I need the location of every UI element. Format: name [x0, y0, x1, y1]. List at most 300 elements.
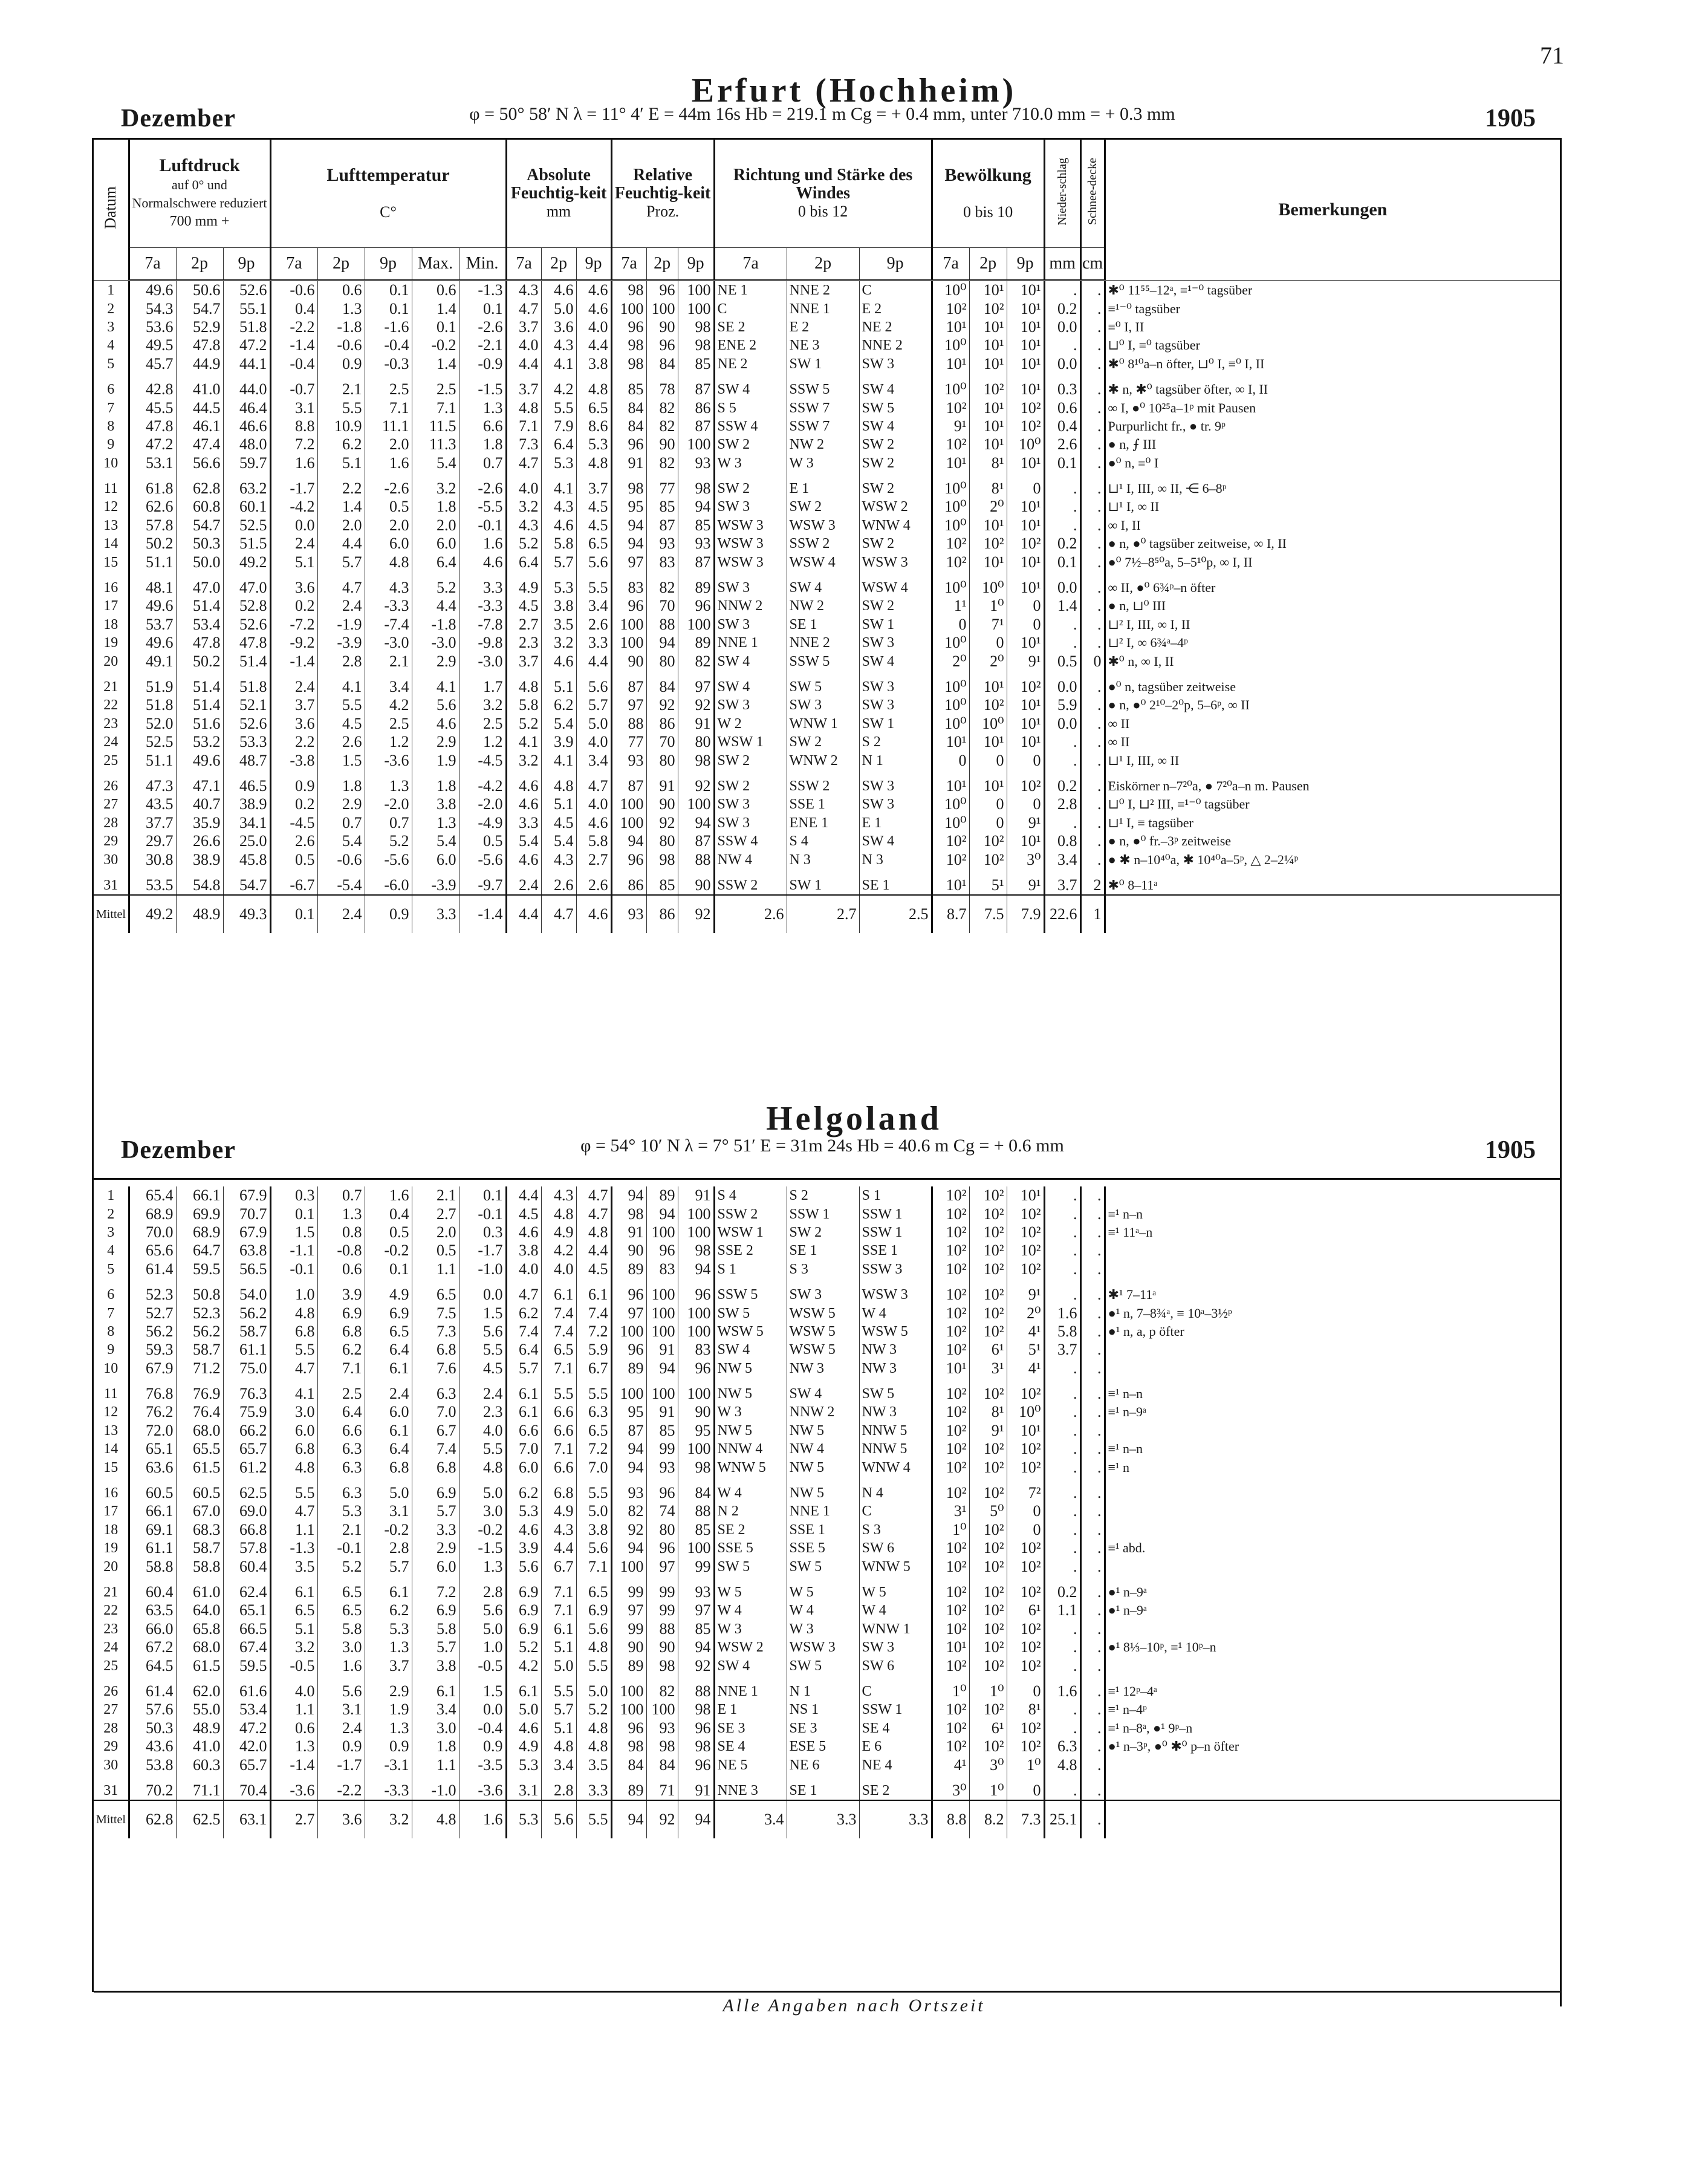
table-cell: -3.5 — [459, 1756, 506, 1774]
table-cell: ≡¹⁻⁰ tagsüber — [1108, 301, 1180, 316]
table-cell: 1.9 — [412, 751, 459, 769]
table-cell: 100 — [646, 1385, 678, 1403]
table-cell: 1⁰ — [969, 1682, 1007, 1700]
table-cell: 3.7 — [1044, 1341, 1080, 1359]
table-cell: ∞ II — [1108, 734, 1130, 750]
table-cell: 6.4 — [365, 1440, 412, 1458]
table-cell: 6.7 — [412, 1422, 459, 1440]
table-cell: 6.4 — [317, 1403, 365, 1421]
table-cell: 10² — [969, 1620, 1007, 1638]
table-cell: SSW 2 — [714, 1205, 787, 1223]
col-wind: Richtung und Stärke des Windes 0 bis 12 — [714, 140, 932, 248]
table-cell: 94 — [611, 1440, 646, 1458]
table-cell: 68.3 — [176, 1521, 223, 1539]
table-cell: 90 — [646, 435, 678, 454]
table-cell: ●¹ n–9ᵃ — [1108, 1603, 1147, 1618]
table-cell: -1.7 — [459, 1241, 506, 1260]
table-cell: -4.2 — [270, 498, 317, 516]
table-cell: 5.3 — [506, 1502, 541, 1520]
table-cell: 51.6 — [176, 715, 223, 733]
table-cell: 7.5 — [412, 1304, 459, 1322]
table-cell: 7.1 — [317, 1359, 365, 1378]
table-cell: -3.8 — [270, 751, 317, 769]
table-cell: NE 1 — [714, 281, 787, 299]
table-cell: 96 — [678, 1359, 714, 1378]
table-cell: 7.2 — [270, 435, 317, 454]
group-gap — [94, 571, 1560, 579]
table-cell: 44.1 — [223, 355, 270, 373]
table-cell: 0.3 — [459, 1223, 506, 1241]
table-cell: 98 — [611, 480, 646, 498]
table-cell: 6.9 — [365, 1304, 412, 1322]
table-row — [94, 1205, 1560, 1223]
table-cell: -3.9 — [412, 876, 459, 895]
table-cell: 64.5 — [129, 1656, 176, 1674]
table-row — [94, 1341, 1560, 1359]
table-cell: 56.2 — [129, 1323, 176, 1341]
table-cell — [1105, 895, 1560, 933]
table-cell: 5.7 — [317, 553, 365, 571]
table-cell: 5.7 — [541, 553, 576, 571]
table-cell: WSW 3 — [859, 553, 932, 571]
table-cell: 94 — [678, 1260, 714, 1278]
table-cell: 48.9 — [176, 895, 223, 933]
table-cell: 89 — [611, 1656, 646, 1674]
station-title-helgoland: Helgoland — [766, 1100, 942, 1137]
table-cell: 0.4 — [270, 299, 317, 317]
table-cell: 94 — [611, 1186, 646, 1205]
table-cell: WSW 3 — [787, 516, 859, 535]
subheader-cell: 2p — [969, 248, 1007, 281]
table-row — [94, 777, 1560, 795]
table-cell: 0 — [932, 751, 969, 769]
table-cell: 4.6 — [506, 795, 541, 813]
table-cell: 47.8 — [223, 634, 270, 652]
table-cell: 3⁰ — [969, 1756, 1007, 1774]
table-cell: 2.1 — [317, 380, 365, 399]
table-cell: 54.7 — [223, 876, 270, 895]
col-niederschlag: Nieder-schlag — [1044, 140, 1080, 248]
table-cell: SW 4 — [714, 652, 787, 670]
table-cell: -3.3 — [365, 1782, 412, 1800]
table-cell: 4.8 — [270, 1304, 317, 1322]
table-cell: . — [1080, 1403, 1105, 1421]
table-cell: 59.5 — [176, 1260, 223, 1278]
table-cell: 10² — [932, 1458, 969, 1476]
table-cell: ●⁰ n, tagsüber zeitweise — [1108, 679, 1236, 694]
table-cell: 77 — [646, 480, 678, 498]
table-cell: 1⁰ — [969, 1782, 1007, 1800]
table-row — [94, 1260, 1560, 1278]
table-cell: 4.3 — [541, 1521, 576, 1539]
table-cell: 89 — [678, 579, 714, 597]
table-cell: 90 — [678, 876, 714, 895]
table-cell: 100 — [611, 634, 646, 652]
table-cell: SE 2 — [714, 1521, 787, 1539]
table-row — [94, 1484, 1560, 1502]
table-cell: 7.3 — [412, 1323, 459, 1341]
table-cell: 10² — [969, 1484, 1007, 1502]
table-cell: 0.5 — [1044, 652, 1080, 670]
table-cell: 6.5 — [541, 1341, 576, 1359]
table-cell: 96 — [678, 1756, 714, 1774]
table-cell: 1.5 — [459, 1304, 506, 1322]
table-cell: 49.6 — [129, 281, 176, 299]
table-cell: -2.1 — [459, 336, 506, 354]
table-cell: 35.9 — [176, 814, 223, 832]
table-cell: 1.2 — [459, 733, 506, 751]
table-cell: 93 — [611, 751, 646, 769]
table-row — [94, 1458, 1560, 1476]
table-cell: 56.5 — [223, 1260, 270, 1278]
table-cell: 6.9 — [506, 1620, 541, 1638]
table-cell: NE 2 — [859, 318, 932, 336]
table-cell: 4.8 — [1044, 1756, 1080, 1774]
table-cell: 10¹ — [932, 777, 969, 795]
table-cell: NW 5 — [787, 1484, 859, 1502]
table-cell: ⊔⁰ I, ⊔² III, ≡¹⁻⁰ tagsüber — [1108, 796, 1250, 812]
table-cell: 89 — [678, 634, 714, 652]
table-cell: 10⁰ — [932, 715, 969, 733]
table-cell: SW 1 — [859, 616, 932, 634]
table-cell: 10² — [932, 1656, 969, 1674]
table-cell: . — [1080, 850, 1105, 868]
table-cell: 3.0 — [459, 1502, 506, 1520]
table-cell: 4.9 — [541, 1502, 576, 1520]
table-cell: 3.8 — [576, 1521, 611, 1539]
table-cell: 65.5 — [176, 1440, 223, 1458]
table-cell: E 6 — [859, 1737, 932, 1756]
table-cell: -0.2 — [365, 1521, 412, 1539]
table-cell: NW 3 — [859, 1403, 932, 1421]
table-cell: SW 3 — [787, 1286, 859, 1304]
table-cell: 47.8 — [176, 336, 223, 354]
table-cell: ⊔⁰ I, ≡⁰ tagsüber — [1108, 337, 1200, 353]
table-cell: 99 — [678, 1557, 714, 1575]
table-cell: 2.0 — [412, 516, 459, 535]
table-cell: 10⁰ — [969, 579, 1007, 597]
table-cell: -0.3 — [365, 355, 412, 373]
table-row — [94, 1557, 1560, 1575]
table-cell: 6.1 — [412, 1682, 459, 1700]
table-cell: -1.6 — [365, 318, 412, 336]
table-cell: 0.9 — [365, 1737, 412, 1756]
table-cell: 5.0 — [576, 1682, 611, 1700]
table-cell: 3.2 — [270, 1638, 317, 1656]
table-cell: 66.2 — [223, 1422, 270, 1440]
table-cell: 93 — [611, 1484, 646, 1502]
table-cell: 86 — [678, 399, 714, 417]
table-cell: ⊔¹ I, ≡ tagsüber — [1108, 815, 1193, 830]
table-cell: 52.6 — [223, 715, 270, 733]
table-cell: SW 3 — [787, 696, 859, 714]
table-cell: -4.2 — [459, 777, 506, 795]
table-cell: 4.8 — [506, 678, 541, 696]
table-cell: 84 — [678, 1484, 714, 1502]
table-cell: 5.0 — [506, 1700, 541, 1719]
table-cell: WSW 5 — [787, 1341, 859, 1359]
table-cell: 98 — [678, 751, 714, 769]
table-cell: 100 — [611, 795, 646, 813]
table-cell: NE 6 — [787, 1756, 859, 1774]
table-cell: 0.1 — [365, 281, 412, 299]
table-cell: 100 — [678, 1304, 714, 1322]
table-cell: 7.1 — [506, 417, 541, 435]
table-cell: 4.8 — [365, 553, 412, 571]
table-cell: ●¹ 8⅓–10ᵖ, ≡¹ 10ᵖ–n — [1108, 1639, 1216, 1655]
table-cell: S 4 — [787, 832, 859, 850]
table-row — [94, 1737, 1560, 1756]
table-cell: . — [1044, 336, 1080, 354]
table-cell: 10² — [932, 1403, 969, 1421]
table-cell: ●⁰ 7½–8⁵⁰a, 5–5¹⁰p, ∞ I, II — [1108, 554, 1253, 570]
table-cell: 62.8 — [129, 1800, 176, 1838]
table-cell: SW 4 — [714, 678, 787, 696]
table-cell: 91 — [678, 1782, 714, 1800]
table-cell: 4.2 — [541, 380, 576, 399]
table-cell: 80 — [646, 652, 678, 670]
table-cell: 100 — [611, 1385, 646, 1403]
table-cell: -2.0 — [459, 795, 506, 813]
table-cell: 10² — [932, 1422, 969, 1440]
table-cell: 1.4 — [1044, 597, 1080, 615]
table-cell: 0.6 — [412, 281, 459, 299]
table-cell: 4.3 — [541, 336, 576, 354]
table-cell: 10² — [1007, 399, 1044, 417]
table-cell: SSW 5 — [714, 1286, 787, 1304]
table-cell: 44.0 — [223, 380, 270, 399]
table-cell: 96 — [646, 336, 678, 354]
table-cell: 28 — [94, 1719, 129, 1737]
table-cell: SSE 1 — [787, 1521, 859, 1539]
table-cell: 6.8 — [412, 1458, 459, 1476]
table-cell: 4.1 — [541, 480, 576, 498]
table-cell: 1.6 — [459, 535, 506, 553]
table-cell: 49.6 — [129, 597, 176, 615]
table-cell: SW 2 — [787, 1223, 859, 1241]
table-cell: 51.8 — [129, 696, 176, 714]
table-cell: 49.2 — [223, 553, 270, 571]
table-cell: . — [1080, 516, 1105, 535]
table-cell: 80 — [646, 751, 678, 769]
table-cell: 1.1 — [1044, 1601, 1080, 1619]
table-cell: 4.8 — [576, 454, 611, 472]
table-cell: 0.8 — [1044, 832, 1080, 850]
table-cell: 10² — [969, 1323, 1007, 1341]
table-cell: 4.3 — [541, 850, 576, 868]
table-cell: 6.8 — [317, 1323, 365, 1341]
table-cell: . — [1080, 1583, 1105, 1601]
table-cell: 3.4 — [576, 597, 611, 615]
table-cell: 7 — [94, 399, 129, 417]
table-cell: 0.0 — [459, 1700, 506, 1719]
table-cell: -1.4 — [459, 895, 506, 933]
table-cell: 87 — [646, 516, 678, 535]
table-cell — [1105, 1557, 1560, 1575]
table-cell: . — [1080, 634, 1105, 652]
table-cell: -0.4 — [459, 1719, 506, 1737]
table-cell: W 4 — [859, 1601, 932, 1619]
table-cell: 58.7 — [176, 1539, 223, 1557]
table-cell: 83 — [646, 1260, 678, 1278]
table-cell: 100 — [678, 795, 714, 813]
table-cell: 10⁰ — [932, 696, 969, 714]
table-cell: 10² — [932, 1323, 969, 1341]
table-cell: 1.3 — [365, 777, 412, 795]
table-cell: ✱⁰ 8–11ᵃ — [1108, 877, 1158, 893]
table-cell: 87 — [611, 1422, 646, 1440]
table-cell — [1105, 1260, 1560, 1278]
table-cell: 0 — [1007, 1502, 1044, 1520]
table-cell: 5.7 — [576, 696, 611, 714]
table-row — [94, 1403, 1560, 1421]
table-cell: 6.6 — [541, 1403, 576, 1421]
table-cell: -1.7 — [317, 1756, 365, 1774]
table-cell: -0.2 — [365, 1241, 412, 1260]
table-cell: 0 — [969, 795, 1007, 813]
table-cell: 62.5 — [223, 1484, 270, 1502]
table-cell: 89 — [646, 1186, 678, 1205]
table-cell: SW 5 — [787, 678, 859, 696]
table-cell: 4.7 — [541, 895, 576, 933]
table-cell: 10.9 — [317, 417, 365, 435]
table-cell: ∞ II, ●⁰ 6¾ᵖ–n öfter — [1108, 580, 1216, 596]
table-cell: W 3 — [714, 454, 787, 472]
table-cell: 4.6 — [506, 777, 541, 795]
table-row — [94, 652, 1560, 670]
subheader-cell: 2p — [317, 248, 365, 281]
table-cell: 65.7 — [223, 1756, 270, 1774]
table-cell: 6.1 — [365, 1422, 412, 1440]
table-cell: 10² — [969, 1656, 1007, 1674]
table-cell: . — [1044, 1260, 1080, 1278]
table-cell: 10¹ — [1007, 281, 1044, 299]
table-cell: 50.0 — [176, 553, 223, 571]
table-cell: -5.5 — [459, 498, 506, 516]
table-cell: Mittel — [94, 895, 129, 933]
table-cell: 52.0 — [129, 715, 176, 733]
table-cell: NNW 2 — [714, 597, 787, 615]
table-cell: 3.9 — [541, 733, 576, 751]
table-cell: 98 — [646, 1656, 678, 1674]
table-cell: 91 — [678, 1186, 714, 1205]
station-title-erfurt: Erfurt (Hochheim) — [691, 72, 1017, 109]
table-cell: NW 5 — [714, 1359, 787, 1378]
table-cell: 50.2 — [129, 535, 176, 553]
table-cell: . — [1080, 355, 1105, 373]
table-cell: -3.3 — [365, 597, 412, 615]
table-cell: 53.4 — [223, 1700, 270, 1719]
table-cell: -2.2 — [270, 318, 317, 336]
table-cell: 82 — [611, 1502, 646, 1520]
table-cell: 6.6 — [541, 1458, 576, 1476]
table-cell: ≡¹ n–4ᵖ — [1108, 1702, 1147, 1717]
table-cell: . — [1080, 1539, 1105, 1557]
table-cell: SW 5 — [859, 1385, 932, 1403]
table-cell: 10⁰ — [1007, 1403, 1044, 1421]
table-cell: 10¹ — [969, 336, 1007, 354]
table-cell: 56.2 — [223, 1304, 270, 1322]
table-row — [94, 1583, 1560, 1601]
table-cell: 6.3 — [576, 1403, 611, 1421]
table-cell: 5.8 — [412, 1620, 459, 1638]
table-cell: 6.5 — [576, 1422, 611, 1440]
table-cell — [1105, 1422, 1560, 1440]
table-cell: -0.2 — [459, 1521, 506, 1539]
table-cell: 100 — [611, 616, 646, 634]
table-cell: 5.5 — [459, 1440, 506, 1458]
table-row — [94, 516, 1560, 535]
table-cell: 2.4 — [459, 1385, 506, 1403]
table-cell: WSW 3 — [714, 535, 787, 553]
table-cell: 6.2 — [506, 1304, 541, 1322]
table-cell: 34.1 — [223, 814, 270, 832]
table-cell: 2.6 — [317, 733, 365, 751]
table-row — [94, 1186, 1560, 1205]
table-cell: . — [1080, 1638, 1105, 1656]
table-cell: 8¹ — [969, 1403, 1007, 1421]
table-cell: 8.6 — [576, 417, 611, 435]
table-cell: 0.9 — [270, 777, 317, 795]
table-cell: 3⁰ — [1007, 850, 1044, 868]
table-cell: 0.1 — [1044, 454, 1080, 472]
table-cell: 10¹ — [932, 1638, 969, 1656]
table-cell: 5.3 — [541, 454, 576, 472]
table-cell: 1.8 — [412, 498, 459, 516]
table-cell: 58.8 — [129, 1557, 176, 1575]
table-cell: SSE 1 — [787, 795, 859, 813]
table-cell: SW 4 — [787, 579, 859, 597]
table-cell: 1.3 — [317, 1205, 365, 1223]
table-cell: SSW 1 — [859, 1205, 932, 1223]
table-cell: NW 5 — [787, 1422, 859, 1440]
table-cell: 3.9 — [317, 1286, 365, 1304]
table-cell: 4.6 — [506, 1223, 541, 1241]
table-cell: . — [1044, 1385, 1080, 1403]
table-cell: -0.4 — [270, 355, 317, 373]
table-cell: Purpurlicht fr., ● tr. 9ᵖ — [1108, 418, 1226, 434]
table-cell: E 2 — [859, 299, 932, 317]
table-cell: 3.3 — [506, 814, 541, 832]
table-cell: 1.6 — [365, 1186, 412, 1205]
table-cell: 4.6 — [541, 652, 576, 670]
table-cell: 10² — [932, 1205, 969, 1223]
table-cell: . — [1044, 498, 1080, 516]
table-cell: 7.2 — [576, 1440, 611, 1458]
table-cell: SE 1 — [787, 1241, 859, 1260]
table-cell: SE 4 — [714, 1737, 787, 1756]
table-cell: 2.8 — [317, 652, 365, 670]
table-cell: 68.0 — [176, 1638, 223, 1656]
table-cell: 15 — [94, 553, 129, 571]
table-cell: 90 — [611, 1638, 646, 1656]
table-cell: SSW 3 — [859, 1260, 932, 1278]
table-cell: 10² — [1007, 1638, 1044, 1656]
table-cell: 5.0 — [576, 715, 611, 733]
table-row — [94, 876, 1560, 895]
table-cell: 10² — [932, 1601, 969, 1619]
table-cell: 5.3 — [365, 1620, 412, 1638]
table-row — [94, 715, 1560, 733]
table-cell: 95 — [678, 1422, 714, 1440]
table-cell: 5¹ — [969, 876, 1007, 895]
table-cell: 92 — [678, 777, 714, 795]
table-cell: 22 — [94, 1601, 129, 1619]
table-cell: . — [1080, 1241, 1105, 1260]
table-cell: 80 — [678, 733, 714, 751]
table-cell: 85 — [646, 498, 678, 516]
station-params: φ = 54° 10′ N λ = 7° 51′ E = 31m 24s Hb = 40.6 m Cg = + 0.6 mm — [580, 1136, 1064, 1156]
